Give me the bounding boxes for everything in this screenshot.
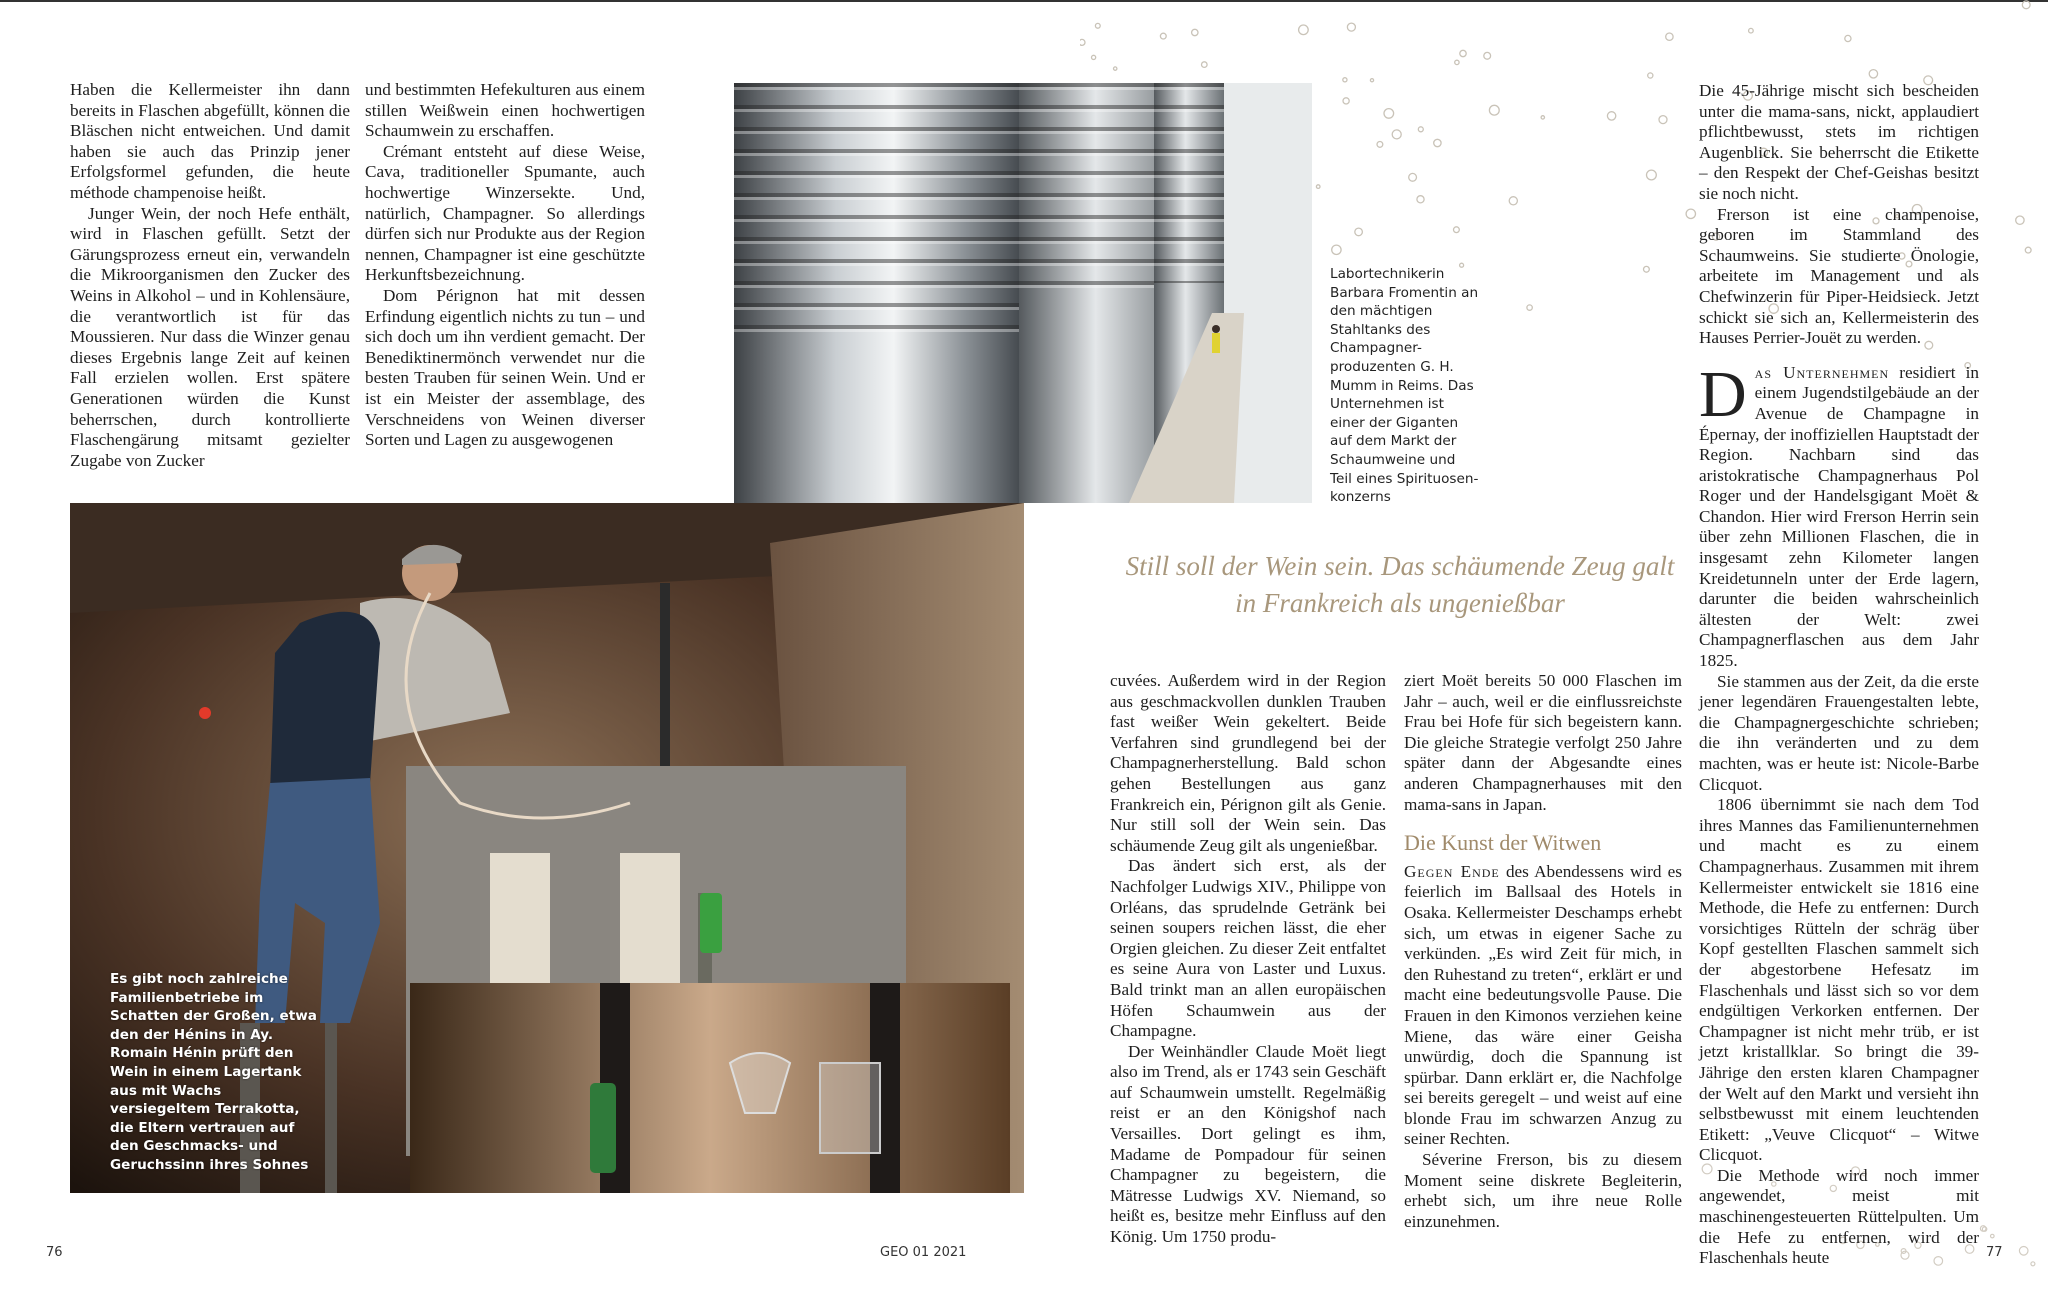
paragraph: Haben die Kellermeister ihn dann bereits in Flaschen abgefüllt, können die Bläschen nicht entweichen. Und damit haben sie auch das Prinzip jener Erfolgsformel gefunden, die heute méthode champenoise heißt. (70, 80, 350, 202)
pull-quote: Still soll der Wein sein. Das schäumende Zeug galt in Frankreich als ungenießbar (1125, 551, 1675, 618)
paragraph: Junger Wein, der noch Hefe enthält, wird in Flaschen gefüllt. Setzt der Gärungsprozess erneut ein, verwandeln die Mikroorganismen den Zucker des Weins in Alkohol – und in Kohlensäure, die verantwortlich ist für das Moussieren. Nur dass die Winzer genau dieses Ergebnis lange Zeit auf keinen Fall erzielen wollen. Erst spätere Generationen würden die Kunst beherrschen, durch kontrollierte Flaschengärung mitsamt gezielter Zugabe von Zucker (70, 203, 350, 470)
paragraph: Der Weinhändler Claude Moët liegt also im Trend, als er 1743 sein Geschäft auf Schaumwein umstellt. Regelmäßig reist er an den Königshof nach Versailles. Dort gelingt es ihm, Madame de Pompadour für seinen Champagner zu begeistern, die Mätresse Ludwigs XV. Niemand, so heißt es, besitze mehr Einfluss auf den König. Um 1750 produ- (1110, 1041, 1386, 1247)
magazine-issue: GEO 01 2021 (880, 1245, 967, 1260)
lead-in: as Unternehmen (1754, 362, 1890, 382)
paragraph: Das ändert sich erst, als der Nachfolger Ludwigs XIV., Philippe von Orléans, das sprudelnde Getränk bei seinen soupers reichen lässt, die eher Orgien gleichen. Zu dieser Zeit entfaltet es seine Aura von Laster und Luxus. Bald trinkt man an allen europäischen Höfen Schaumwein aus der Champagne. (1110, 856, 1386, 1041)
caption-cellar: Es gibt noch zahlreiche Familienbetriebe im Schatten der Großen, etwa den der Hénins in Ay. Romain Hénin prüft den Wein in einem Lagertank aus mit Wachs versiegeltem Terrakotta, die Eltern vertrauen auf den Geschmacks- und Geruchssinn ihres Sohnes (110, 971, 317, 1173)
paragraph: Gegen Ende des Abendessens wird es feierlich im Ballsaal des Hotels in Osaka. Kellermeister Deschamps erhebt sich, um etwas in eigener Sache zu verkünden. „Es wird Zeit für mich, in den Ruhestand zu treten“, erklärt er und macht eine bedeutungsvolle Pause. Die Frauen in den Kimonos verziehen keine Miene, das wäre einer Geisha unwürdig, doch die Spannung ist spürbar. Dann erklärt er, die Nachfolge sei bereits geregelt – und weist auf eine blonde Frau im schwarzen Anzug zu seiner Rechten. (1404, 861, 1682, 1149)
right-column-4 (1404, 671, 1682, 1232)
caption-steel-tanks: Labortechnikerin Barbara Fromentin an den mächtigen Stahltanks des Champagner-produzenten G. H. Mumm in Reims. Das Unternehmen ist einer der Giganten auf dem Markt der Schaumweine und Teil eines Spirituosen-konzerns (1330, 266, 1479, 506)
right-column-5 (1699, 81, 1979, 1269)
page-number-left: 76 (46, 1245, 63, 1260)
paragraph: Die Methode wird noch immer angewendet, meist mit maschinengesteuerten Rüttelpulten. Um die Hefe zu entfernen, wird der Flaschenhals heute (1699, 1165, 1979, 1268)
lead-in: Gegen Ende (1404, 861, 1500, 881)
paragraph: 1806 übernimmt sie nach dem Tod ihres Mannes das Familienunternehmen und macht es zu einem Champagnerhaus. Zusammen mit ihrem Kellermeister entwickelt sie 1816 eine Methode, die Hefe zu entfernen: Durch vorsichtiges Rütteln der schräg über Kopf gestellten Flaschen sammelt sich der abgestorbene Hefesatz im Flaschenhals und lässt sich so vor dem endgültigen Verkorken entfernen. Der Champagner ist nicht mehr trüb, er ist jetzt kristallklar. So bringt die 39-Jährige den ersten klaren Champagner der Welt auf den Markt und versieht ihn selbstbewusst mit einem leuchtenden Etikett: „Veuve Clicquot“ – Witwe Clicquot. (1699, 795, 1979, 1165)
paragraph: Das Unternehmen residiert in einem Jugendstilgebäude an der Avenue de Champagne in Épernay, der inoffiziellen Hauptstadt der Region. Nachbarn sind das aristokratische Champagnerhaus Pol Roger und der Handelsgigant Moët & Chandon. Hier wird Frerson Herrin sein über zehn Millionen Flaschen, die in insgesamt zehn Kilometer langen Kreidetunneln unter der Erde lagern, darunter die beiden wahrscheinlich ältesten der Welt: zwei Champagnerflaschen aus dem Jahr 1825. (1699, 357, 1979, 671)
paragraph: und bestimmten Hefekulturen aus einem stillen Weißwein einen hochwertigen Schaumwein zu erschaffen. (365, 80, 645, 141)
paragraph: Sie stammen aus der Zeit, da die erste jener legendären Frauengestalten lebte, die Champagnergeschichte schrieben; die ihn veränderten und zu dem machten, was er heute ist: Nicole-Barbe Clicquot. (1699, 671, 1979, 794)
photo-steel-tanks (734, 83, 1312, 503)
paragraph: Crémant entsteht auf diese Weise, Cava, traditioneller Spumante, auch hochwertige Winzersekte. Und, natürlich, Champagner. So allerdings dürfen sich nur Produkte aus der Region nennen, Champagner ist eine geschützte Herkunftsbezeichnung. (365, 141, 645, 285)
left-column-1 (70, 80, 350, 471)
paragraph: Frerson ist eine champenoise, geboren im Stammland des Schaumweins. Sie studierte Önologie, arbeitete im Management und als Chefwinzerin für Piper-Heidsieck. Jetzt schickt sie sich an, Kellermeisterin des Hauses Perrier-Jouët zu werden. (1699, 204, 1979, 348)
page-number-right: 77 (1986, 1245, 2003, 1260)
drop-cap: D (1699, 357, 1747, 431)
steel-tanks-illustration (734, 83, 1312, 503)
paragraph: ziert Moët bereits 50 000 Flaschen im Jahr – auch, weil er die einflussreichste Frau bei Hofe für sich begeistern kann. Die gleiche Strategie verfolgt 250 Jahre später dann der Abgesandte eines anderen Champagnerhauses mit den mama-sans in Japan. (1404, 671, 1682, 814)
paragraph: Dom Pérignon hat mit dessen Erfindung eigentlich nichts zu tun – und sich doch um ihn verdient gemacht. Der Benediktinermönch verwendet nur die besten Trauben für seinen Wein. Und er ist ein Meister der assemblage, des Verschneidens von Weinen diverser Sorten und Lagen zu ausgewogenen (365, 285, 645, 450)
left-column-2 (365, 80, 645, 451)
right-column-3 (1110, 671, 1386, 1248)
paragraph: cuvées. Außerdem wird in der Region aus geschmackvollen dunklen Trauben fast weißer Wein gekeltert. Beide Verfahren sind grundlegend bei der Champagnerherstellung. Bald schon gehen Bestellungen aus ganz Frankreich ein, Pérignon gilt als Genie. Nur still soll der Wein sein. Das schäumende Zeug gilt als ungenießbar. (1110, 671, 1386, 855)
paragraph: Die 45-Jährige mischt sich bescheiden unter die mama-sans, nickt, applaudiert pflichtbewusst, stets im richtigen Augenblick. Sie beherrscht die Etikette – den Respekt der Chef-Geishas besitzt sie noch nicht. (1699, 81, 1979, 203)
section-heading: Die Kunst der Witwen (1404, 830, 1602, 856)
paragraph: Séverine Frerson, bis zu diesem Moment seine diskrete Begleiterin, erhebt sich, um ihre neue Rolle einzunehmen. (1404, 1150, 1682, 1231)
